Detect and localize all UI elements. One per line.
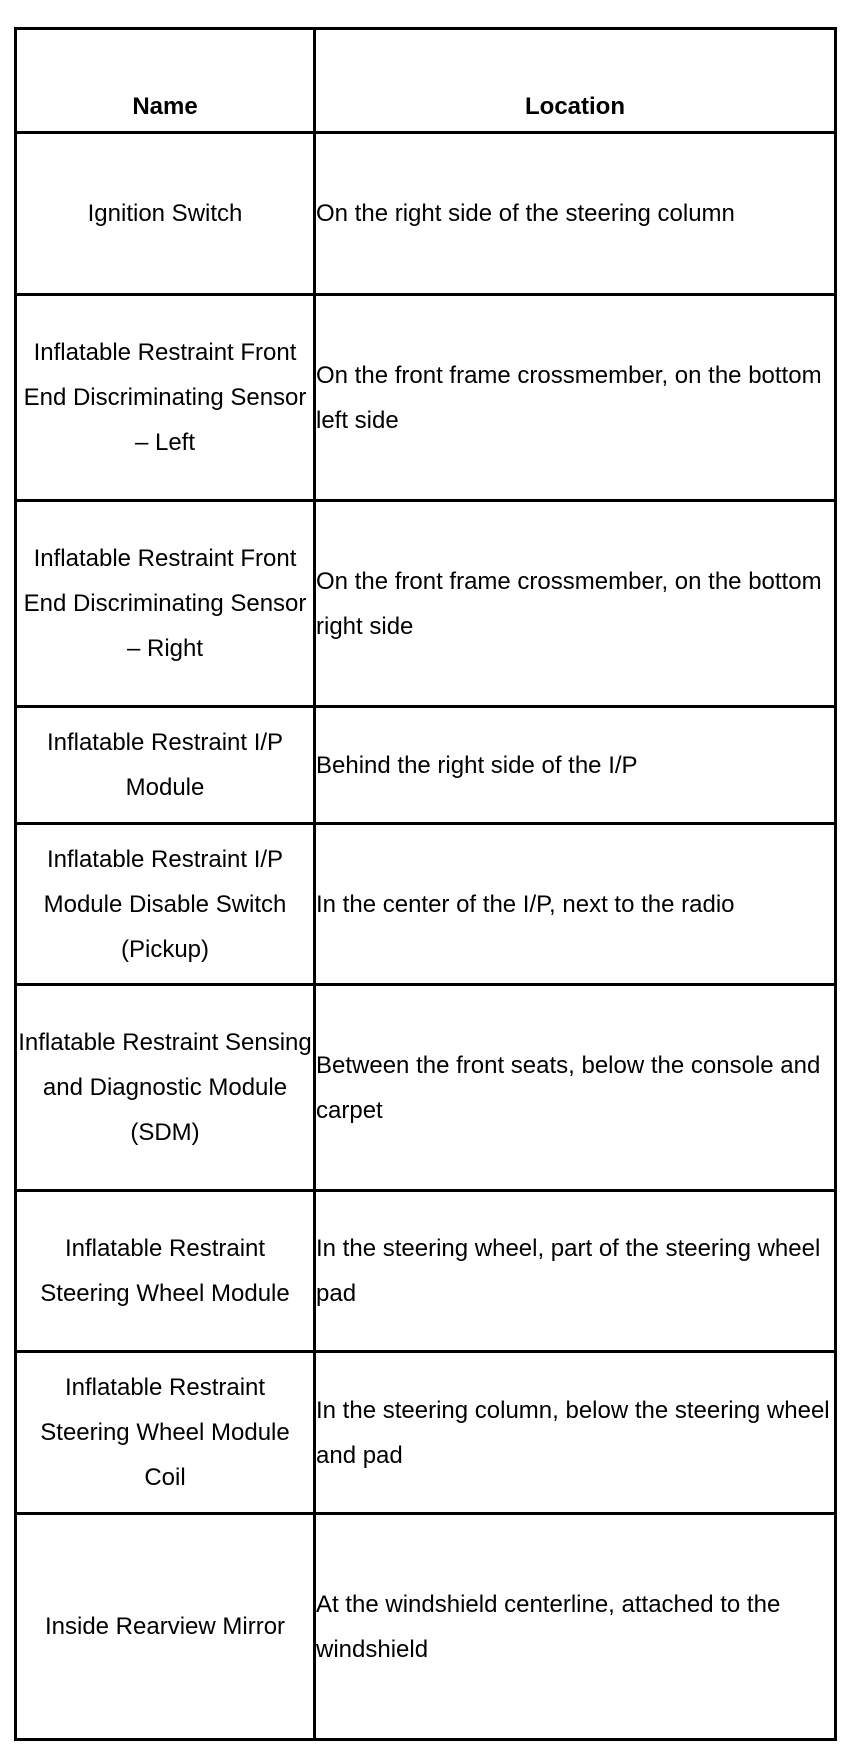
component-location: In the center of the I/P, next to the radio (315, 824, 836, 985)
table-row (16, 295, 836, 501)
table-row (16, 1191, 836, 1352)
table-row (16, 707, 836, 824)
header-row (16, 29, 836, 133)
component-location: On the front frame crossmember, on the bottom right side (315, 501, 836, 707)
component-name: Inflatable Restraint I/P Module (16, 707, 315, 824)
table-row (16, 824, 836, 985)
table-row (16, 133, 836, 295)
component-name: Inflatable Restraint Front End Discriminating Sensor – Left (16, 295, 315, 501)
component-location: At the windshield centerline, attached to the windshield (315, 1514, 836, 1740)
location-column-header: Location (315, 29, 836, 133)
component-name: Inflatable Restraint I/P Module Disable Switch (Pickup) (16, 824, 315, 985)
component-location: In the steering wheel, part of the steering wheel pad (315, 1191, 836, 1352)
component-location: In the steering column, below the steering wheel and pad (315, 1352, 836, 1514)
component-location: On the right side of the steering column (315, 133, 836, 295)
table-row (16, 501, 836, 707)
component-name: Ignition Switch (16, 133, 315, 295)
component-name: Inflatable Restraint Steering Wheel Module (16, 1191, 315, 1352)
component-location: Between the front seats, below the console and carpet (315, 985, 836, 1191)
component-location: On the front frame crossmember, on the bottom left side (315, 295, 836, 501)
table-row (16, 1352, 836, 1514)
table-row (16, 1514, 836, 1740)
component-location-table (14, 27, 837, 1741)
name-column-header: Name (16, 29, 315, 133)
component-name: Inside Rearview Mirror (16, 1514, 315, 1740)
table-row (16, 985, 836, 1191)
component-name: Inflatable Restraint Steering Wheel Module Coil (16, 1352, 315, 1514)
component-name: Inflatable Restraint Front End Discriminating Sensor – Right (16, 501, 315, 707)
component-location: Behind the right side of the I/P (315, 707, 836, 824)
component-name: Inflatable Restraint Sensing and Diagnostic Module (SDM) (16, 985, 315, 1191)
